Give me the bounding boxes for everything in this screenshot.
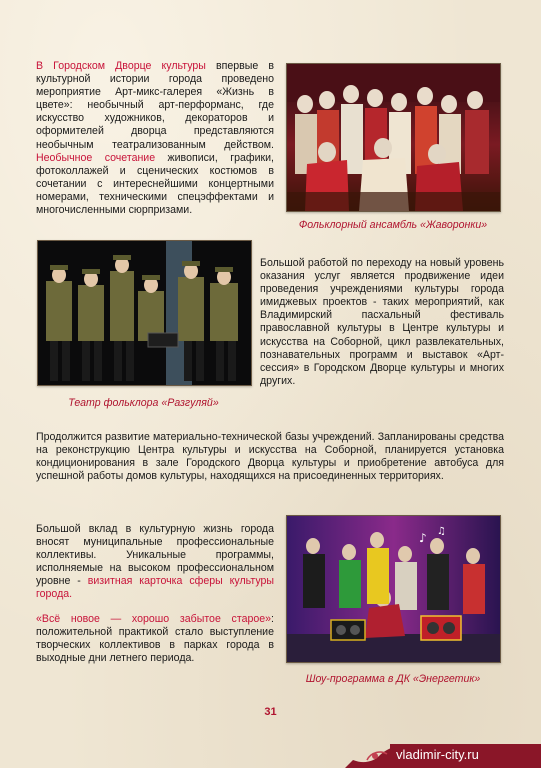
body-text: Большой вклад в культурную жизнь города вносят муниципальные профессиональные коллективы. Уникальные программы, исполняемые на высоком профессиональном уровне - <box>36 523 274 588</box>
page-number: 31 <box>264 706 277 718</box>
photo-caption: Шоу-программа в ДК «Энергетик» <box>305 673 481 685</box>
parks-paragraph <box>36 613 274 665</box>
svg-text:♫: ♫ <box>437 526 446 537</box>
body-text: живописи, графики, фотоколлажей и сценических костюмов в сочетании с интереснейшими концертными номерами, техническими спецэффектами и многочисленными сюрпризами. <box>36 151 274 217</box>
highlight-text: В Городском Дворце культуры <box>36 60 206 72</box>
highlight-text: визитная карточка сферы культуры города. <box>36 575 274 601</box>
folk-ensemble-photo <box>286 63 501 212</box>
highlight-text: «Всё новое — хорошо забытое старое» <box>36 613 272 625</box>
folk-theatre-photo <box>37 240 252 386</box>
body-text: впервые в культурной истории города проведено мероприятие Арт-микс-галерея «Жизнь в цвете»: необычный арт-перформанс, где искусство художников, декораторов и оформителей дворца представляются необычным театрализованным действом. <box>36 60 274 151</box>
show-program-photo <box>286 515 501 663</box>
body-text: : положительной практикой стало выступление творческих коллективов в парках города в выходные дни летнего периода. <box>36 613 274 665</box>
projects-paragraph: Большой работой по переходу на новый уровень оказания услуг является продвижение идеи проведения учреждениями культуры города имиджевых проектов - таких мероприятий, как Владимирский пасхальный фестиваль православной культуры в Центре культуры и искусства на Соборной, цикл развлекательных, познавательных программ и выставок «Арт-сессия» в Городском Дворце культуры и многих других. <box>260 257 504 387</box>
highlight-text: Необычное сочетание <box>36 151 156 164</box>
site-link[interactable]: vladimir-city.ru <box>396 747 479 762</box>
intro-paragraph <box>36 60 274 217</box>
collectives-paragraph <box>36 523 274 602</box>
svg-text:♪: ♪ <box>419 531 427 545</box>
photo-caption: Театр фольклора «Разгуляй» <box>68 397 219 409</box>
development-paragraph: Продолжится развитие материально-технической базы учреждений. Запланированы средства на реконструкцию Центра культуры и искусства на Соборной, планируется установка кондиционирования в зале Городского Дворца культуры и приобретение автобуса для успешной работы домов культуры, находящихся на присоединенных территориях. <box>36 431 504 483</box>
photo-caption: Фольклорный ансамбль «Жаворонки» <box>298 219 488 231</box>
